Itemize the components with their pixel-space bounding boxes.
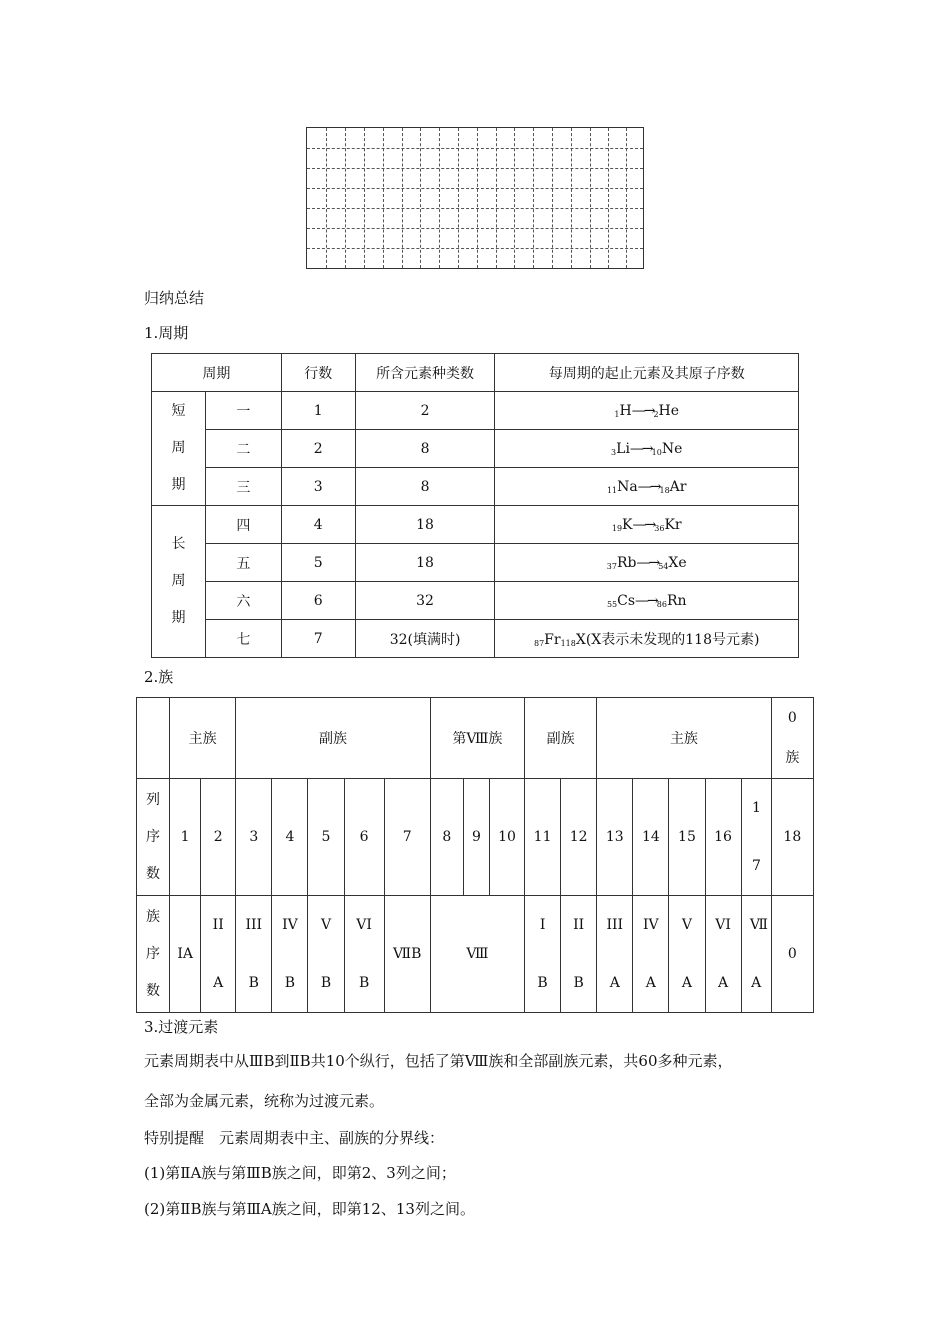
column-number: 10 bbox=[489, 779, 524, 896]
tip-heading: 特别提醒 元素周期表中主、副族的分界线： bbox=[144, 1129, 445, 1147]
header-sub-group-left: 副族 bbox=[236, 698, 431, 779]
header-range: 每周期的起止元素及其原子序数 bbox=[495, 354, 799, 392]
group-number: IB bbox=[525, 896, 561, 1013]
corner-cell bbox=[137, 698, 170, 779]
group-number: ⅦA bbox=[741, 896, 771, 1013]
group-number: IIB bbox=[561, 896, 597, 1013]
period-range: $_{11}Na—\to_{18}Ar$ bbox=[495, 468, 799, 506]
period-range: $_{55}Cs—\to_{86}Rn$ bbox=[495, 582, 799, 620]
period-name: 一 bbox=[205, 392, 281, 430]
period-range: $_1H—\to_2He$ bbox=[495, 392, 799, 430]
column-number: 5 bbox=[308, 779, 344, 896]
group-number: IIA bbox=[201, 896, 236, 1013]
period-row: 7 bbox=[281, 620, 355, 658]
column-number: 14 bbox=[633, 779, 669, 896]
group-number: IVB bbox=[272, 896, 308, 1013]
header-zero-group: 0族 bbox=[771, 698, 813, 779]
header-period: 周期 bbox=[152, 354, 282, 392]
header-main-group-right: 主族 bbox=[597, 698, 771, 779]
column-number: 17 bbox=[741, 779, 771, 896]
period-count: 2 bbox=[355, 392, 495, 430]
header-row: 行数 bbox=[281, 354, 355, 392]
group-table bbox=[136, 697, 814, 1013]
group-number: VB bbox=[308, 896, 344, 1013]
period-name: 三 bbox=[205, 468, 281, 506]
period-count: 8 bbox=[355, 468, 495, 506]
group-number: VA bbox=[669, 896, 705, 1013]
group-number: VIA bbox=[705, 896, 741, 1013]
paragraph-2: 全部为金属元素，统称为过渡元素。 bbox=[144, 1092, 385, 1110]
column-number: 15 bbox=[669, 779, 705, 896]
period-name: 六 bbox=[205, 582, 281, 620]
tip-item-2: (2)第ⅡB族与第ⅢA族之间，即第12、13列之间。 bbox=[144, 1200, 475, 1218]
period-count: 32 bbox=[355, 582, 495, 620]
column-number: 8 bbox=[430, 779, 463, 896]
period-range: $_{87}Fr_{118}X(X$表示未发现的118号元素) bbox=[495, 620, 799, 658]
period-row: 4 bbox=[281, 506, 355, 544]
period-row: 2 bbox=[281, 430, 355, 468]
group-number-label: 族序数 bbox=[137, 896, 170, 1013]
period-row: 5 bbox=[281, 544, 355, 582]
period-table bbox=[151, 353, 799, 658]
period-count: 18 bbox=[355, 544, 495, 582]
transition-heading: 3.过渡元素 bbox=[144, 1018, 219, 1036]
column-number: 12 bbox=[561, 779, 597, 896]
group-number: IIIA bbox=[597, 896, 633, 1013]
tip-item-1: (1)第ⅡA族与第ⅢB族之间，即第2、3列之间； bbox=[144, 1164, 456, 1182]
period-name: 二 bbox=[205, 430, 281, 468]
group-number: IVA bbox=[633, 896, 669, 1013]
period-count: 32(填满时) bbox=[355, 620, 495, 658]
long-period-label: 长周期 bbox=[152, 506, 206, 658]
short-period-label: 短周期 bbox=[152, 392, 206, 506]
period-name: 五 bbox=[205, 544, 281, 582]
group-heading: 2.族 bbox=[144, 668, 174, 686]
period-row: 1 bbox=[281, 392, 355, 430]
column-number: 9 bbox=[463, 779, 489, 896]
period-row: 6 bbox=[281, 582, 355, 620]
period-range: $_3Li—\to_{10}Ne$ bbox=[495, 430, 799, 468]
writing-grid bbox=[306, 127, 644, 269]
column-number: 11 bbox=[525, 779, 561, 896]
paragraph-1: 元素周期表中从ⅢB到ⅡB共10个纵行，包括了第Ⅷ族和全部副族元素，共60多种元素， bbox=[144, 1052, 733, 1070]
header-count: 所含元素种类数 bbox=[355, 354, 495, 392]
period-count: 8 bbox=[355, 430, 495, 468]
header-sub-group-right: 副族 bbox=[525, 698, 597, 779]
group-number: ⅦB bbox=[384, 896, 430, 1013]
period-row: 3 bbox=[281, 468, 355, 506]
column-number: 2 bbox=[201, 779, 236, 896]
summary-heading: 归纳总结 bbox=[144, 289, 205, 307]
column-number: 13 bbox=[597, 779, 633, 896]
column-number: 3 bbox=[236, 779, 272, 896]
column-number: 7 bbox=[384, 779, 430, 896]
group-number: IIIB bbox=[236, 896, 272, 1013]
group-number: IA bbox=[170, 896, 201, 1013]
header-main-group-left: 主族 bbox=[170, 698, 236, 779]
column-number: 4 bbox=[272, 779, 308, 896]
column-number: 16 bbox=[705, 779, 741, 896]
column-number: 1 bbox=[170, 779, 201, 896]
period-name: 七 bbox=[205, 620, 281, 658]
column-number-label: 列序数 bbox=[137, 779, 170, 896]
group-number: 0 bbox=[771, 896, 813, 1013]
period-range: $_{37}Rb—\to_{54}Xe$ bbox=[495, 544, 799, 582]
period-name: 四 bbox=[205, 506, 281, 544]
period-heading: 1.周期 bbox=[144, 324, 189, 342]
header-group-viii: 第Ⅷ族 bbox=[430, 698, 524, 779]
period-count: 18 bbox=[355, 506, 495, 544]
period-range: $_{19}K—\to_{36}Kr$ bbox=[495, 506, 799, 544]
group-number: Ⅷ bbox=[430, 896, 524, 1013]
group-number: VIB bbox=[344, 896, 384, 1013]
column-number: 18 bbox=[771, 779, 813, 896]
column-number: 6 bbox=[344, 779, 384, 896]
